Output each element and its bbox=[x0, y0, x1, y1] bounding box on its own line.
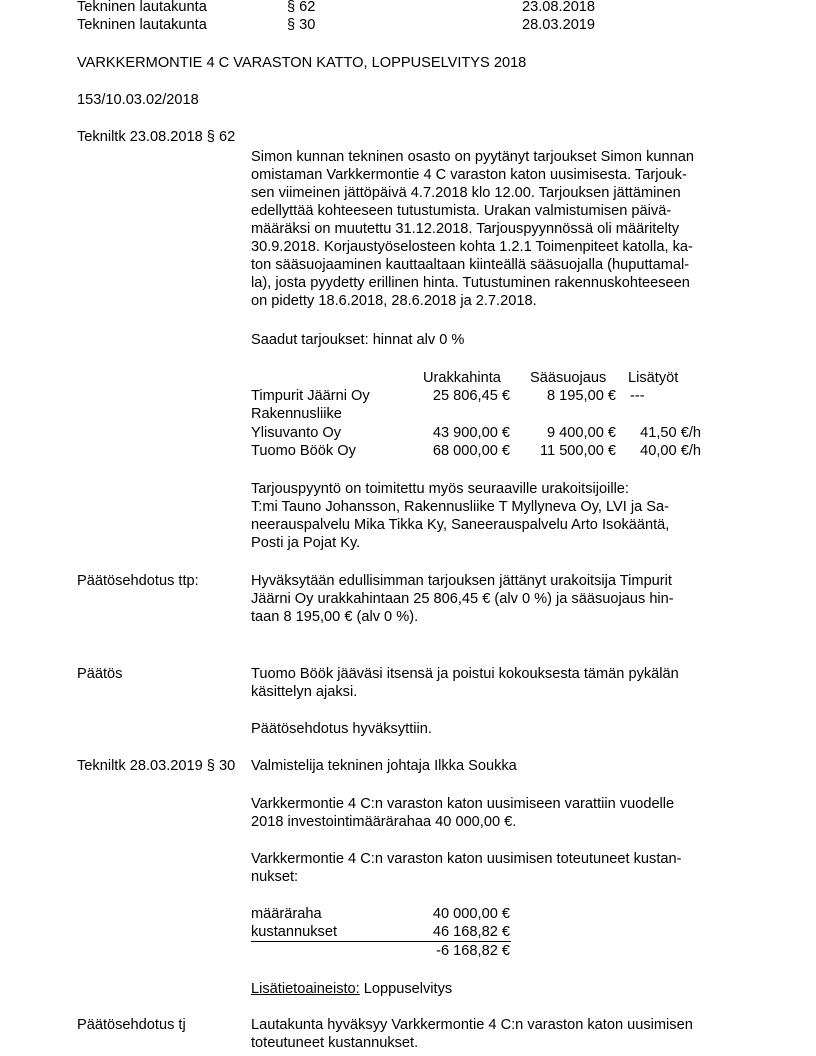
decision1-body bbox=[251, 665, 741, 701]
offer-lisa: 40,00 €/h bbox=[640, 443, 701, 459]
session1-line: määräksi on muutettu 31.12.2018. Tarjouspyynnössä oli määritelty bbox=[251, 221, 680, 237]
costs-text bbox=[251, 850, 741, 886]
session1-line: omistaman Varkkermontie 4 C varaston katon uusimisesta. Tarjouk- bbox=[251, 167, 687, 183]
offers-header-saa: Sääsuojaus bbox=[530, 370, 607, 386]
decision1-result: Päätösehdotus hyväksyttiin. bbox=[251, 721, 432, 737]
offer-saa: 8 195,00 € bbox=[547, 388, 616, 404]
page-title: VARKKERMONTIE 4 C VARASTON KATTO, LOPPUSELVITYS 2018 bbox=[77, 55, 527, 71]
offers-intro: Saadut tarjoukset: hinnat alv 0 % bbox=[251, 332, 465, 348]
session1-line: la), josta pyydetty erillinen hinta. Tutustuminen rakennuskohteeseen bbox=[251, 275, 690, 291]
decision1-line: käsittelyn ajaksi. bbox=[251, 684, 358, 700]
header-body-2: Tekninen lautakunta bbox=[77, 17, 207, 33]
proposal2-line: Lautakunta hyväksyy Varkkermontie 4 C:n varaston katon uusimisen bbox=[251, 1017, 693, 1033]
session1-line: ton sääsuojaaminen kauttaaltaan kiinteällä sääsuojalla (huputtamal- bbox=[251, 257, 690, 273]
session1-line: Simon kunnan tekninen osasto on pyytänyt tarjoukset Simon kunnan bbox=[251, 149, 694, 165]
cost-difference: -6 168,82 € bbox=[436, 943, 510, 959]
offer-saa: 9 400,00 € bbox=[547, 425, 616, 441]
session2-preparer: Valmistelija tekninen johtaja Ilkka Soukka bbox=[251, 758, 517, 774]
offer-name: Ylisuvanto Oy bbox=[251, 425, 342, 441]
session1-line: on pidetty 18.6.2018, 28.6.2018 ja 2.7.2018. bbox=[251, 293, 537, 309]
decision1-line: Tuomo Böök jääväsi itsensä ja poistui kokouksesta tämän pykälän bbox=[251, 666, 679, 682]
decision1-label: Päätös bbox=[77, 666, 123, 682]
recipients-line: Posti ja Pojat Ky. bbox=[251, 535, 361, 551]
session1-label: Tekniltk 23.08.2018 § 62 bbox=[77, 129, 236, 145]
session2-label: Tekniltk 28.03.2019 § 30 bbox=[77, 758, 236, 774]
cost-label: määräraha bbox=[251, 906, 322, 922]
proposal2-line: toteutuneet kustannukset. bbox=[251, 1035, 419, 1051]
cost-value: 40 000,00 € bbox=[432, 906, 510, 922]
proposal1-line: Jäärni Oy urakkahintaan 25 806,45 € (alv 0 %) ja sääsuojaus hin- bbox=[251, 591, 674, 607]
proposal2-body bbox=[251, 1016, 741, 1052]
header-section-1: § 62 bbox=[287, 0, 316, 15]
session1-line: sen viimeinen jättöpäivä 4.7.2018 klo 12.00. Tarjouksen jättäminen bbox=[251, 185, 681, 201]
offer-name: Rakennusliike bbox=[251, 406, 342, 422]
recipients-line: T:mi Tauno Johansson, Rakennusliike T Myllyneva Oy, LVI ja Sa- bbox=[251, 499, 670, 515]
record-number: 153/10.03.02/2018 bbox=[77, 92, 199, 108]
proposal1-label: Päätösehdotus ttp: bbox=[77, 573, 199, 589]
proposal1-body bbox=[251, 572, 741, 626]
offer-lisa: --- bbox=[630, 388, 645, 404]
session1-line: edellyttää kohteeseen tutustumista. Urakan valmistumisen päivä- bbox=[251, 203, 672, 219]
attachment bbox=[251, 980, 452, 998]
header-section-2: § 30 bbox=[287, 17, 316, 33]
proposal1-line: taan 8 195,00 € (alv 0 %). bbox=[251, 609, 419, 625]
budget-line: 2018 investointimäärärahaa 40 000,00 €. bbox=[251, 814, 517, 830]
recipients bbox=[251, 480, 741, 552]
offer-name: Timpurit Jäärni Oy bbox=[251, 388, 370, 404]
session1-line: 30.9.2018. Korjaustyöselosteen kohta 1.2.1 Toimenpiteet katolla, ka- bbox=[251, 239, 693, 255]
offer-lisa: 41,50 €/h bbox=[640, 425, 701, 441]
offer-name: Tuomo Böök Oy bbox=[251, 443, 356, 459]
header-date-1: 23.08.2018 bbox=[522, 0, 596, 15]
attachment-label: Lisätietoaineisto: bbox=[251, 981, 360, 997]
offer-urakka: 43 900,00 € bbox=[432, 425, 510, 441]
attachment-value: Loppuselvitys bbox=[359, 981, 453, 997]
header-date-2: 28.03.2019 bbox=[522, 17, 596, 33]
offers-header-lisa: Lisätyöt bbox=[628, 370, 679, 386]
offer-saa: 11 500,00 € bbox=[539, 443, 616, 459]
offer-urakka: 68 000,00 € bbox=[432, 443, 510, 459]
costs-line: nukset: bbox=[251, 869, 299, 885]
session1-body bbox=[251, 148, 741, 310]
budget-line: Varkkermontie 4 C:n varaston katon uusimiseen varattiin vuodelle bbox=[251, 796, 675, 812]
budget-text bbox=[251, 795, 741, 831]
cost-label: kustannukset bbox=[251, 924, 337, 940]
proposal1-line: Hyväksytään edullisimman tarjouksen jättänyt urakoitsija Timpurit bbox=[251, 573, 672, 589]
cost-value: 46 168,82 € bbox=[432, 924, 510, 940]
costs-line: Varkkermontie 4 C:n varaston katon uusimisen toteutuneet kustan- bbox=[251, 851, 682, 867]
proposal2-label: Päätösehdotus tj bbox=[77, 1017, 186, 1033]
recipients-line: Tarjouspyyntö on toimitettu myös seuraaville urakoitsijoille: bbox=[251, 481, 629, 497]
offers-header-urakka: Urakkahinta bbox=[423, 370, 501, 386]
header-body-1: Tekninen lautakunta bbox=[77, 0, 207, 15]
recipients-line: neerauspalvelu Mika Tikka Ky, Saneerauspalvelu Arto Isokääntä, bbox=[251, 517, 670, 533]
offer-urakka: 25 806,45 € bbox=[432, 388, 510, 404]
